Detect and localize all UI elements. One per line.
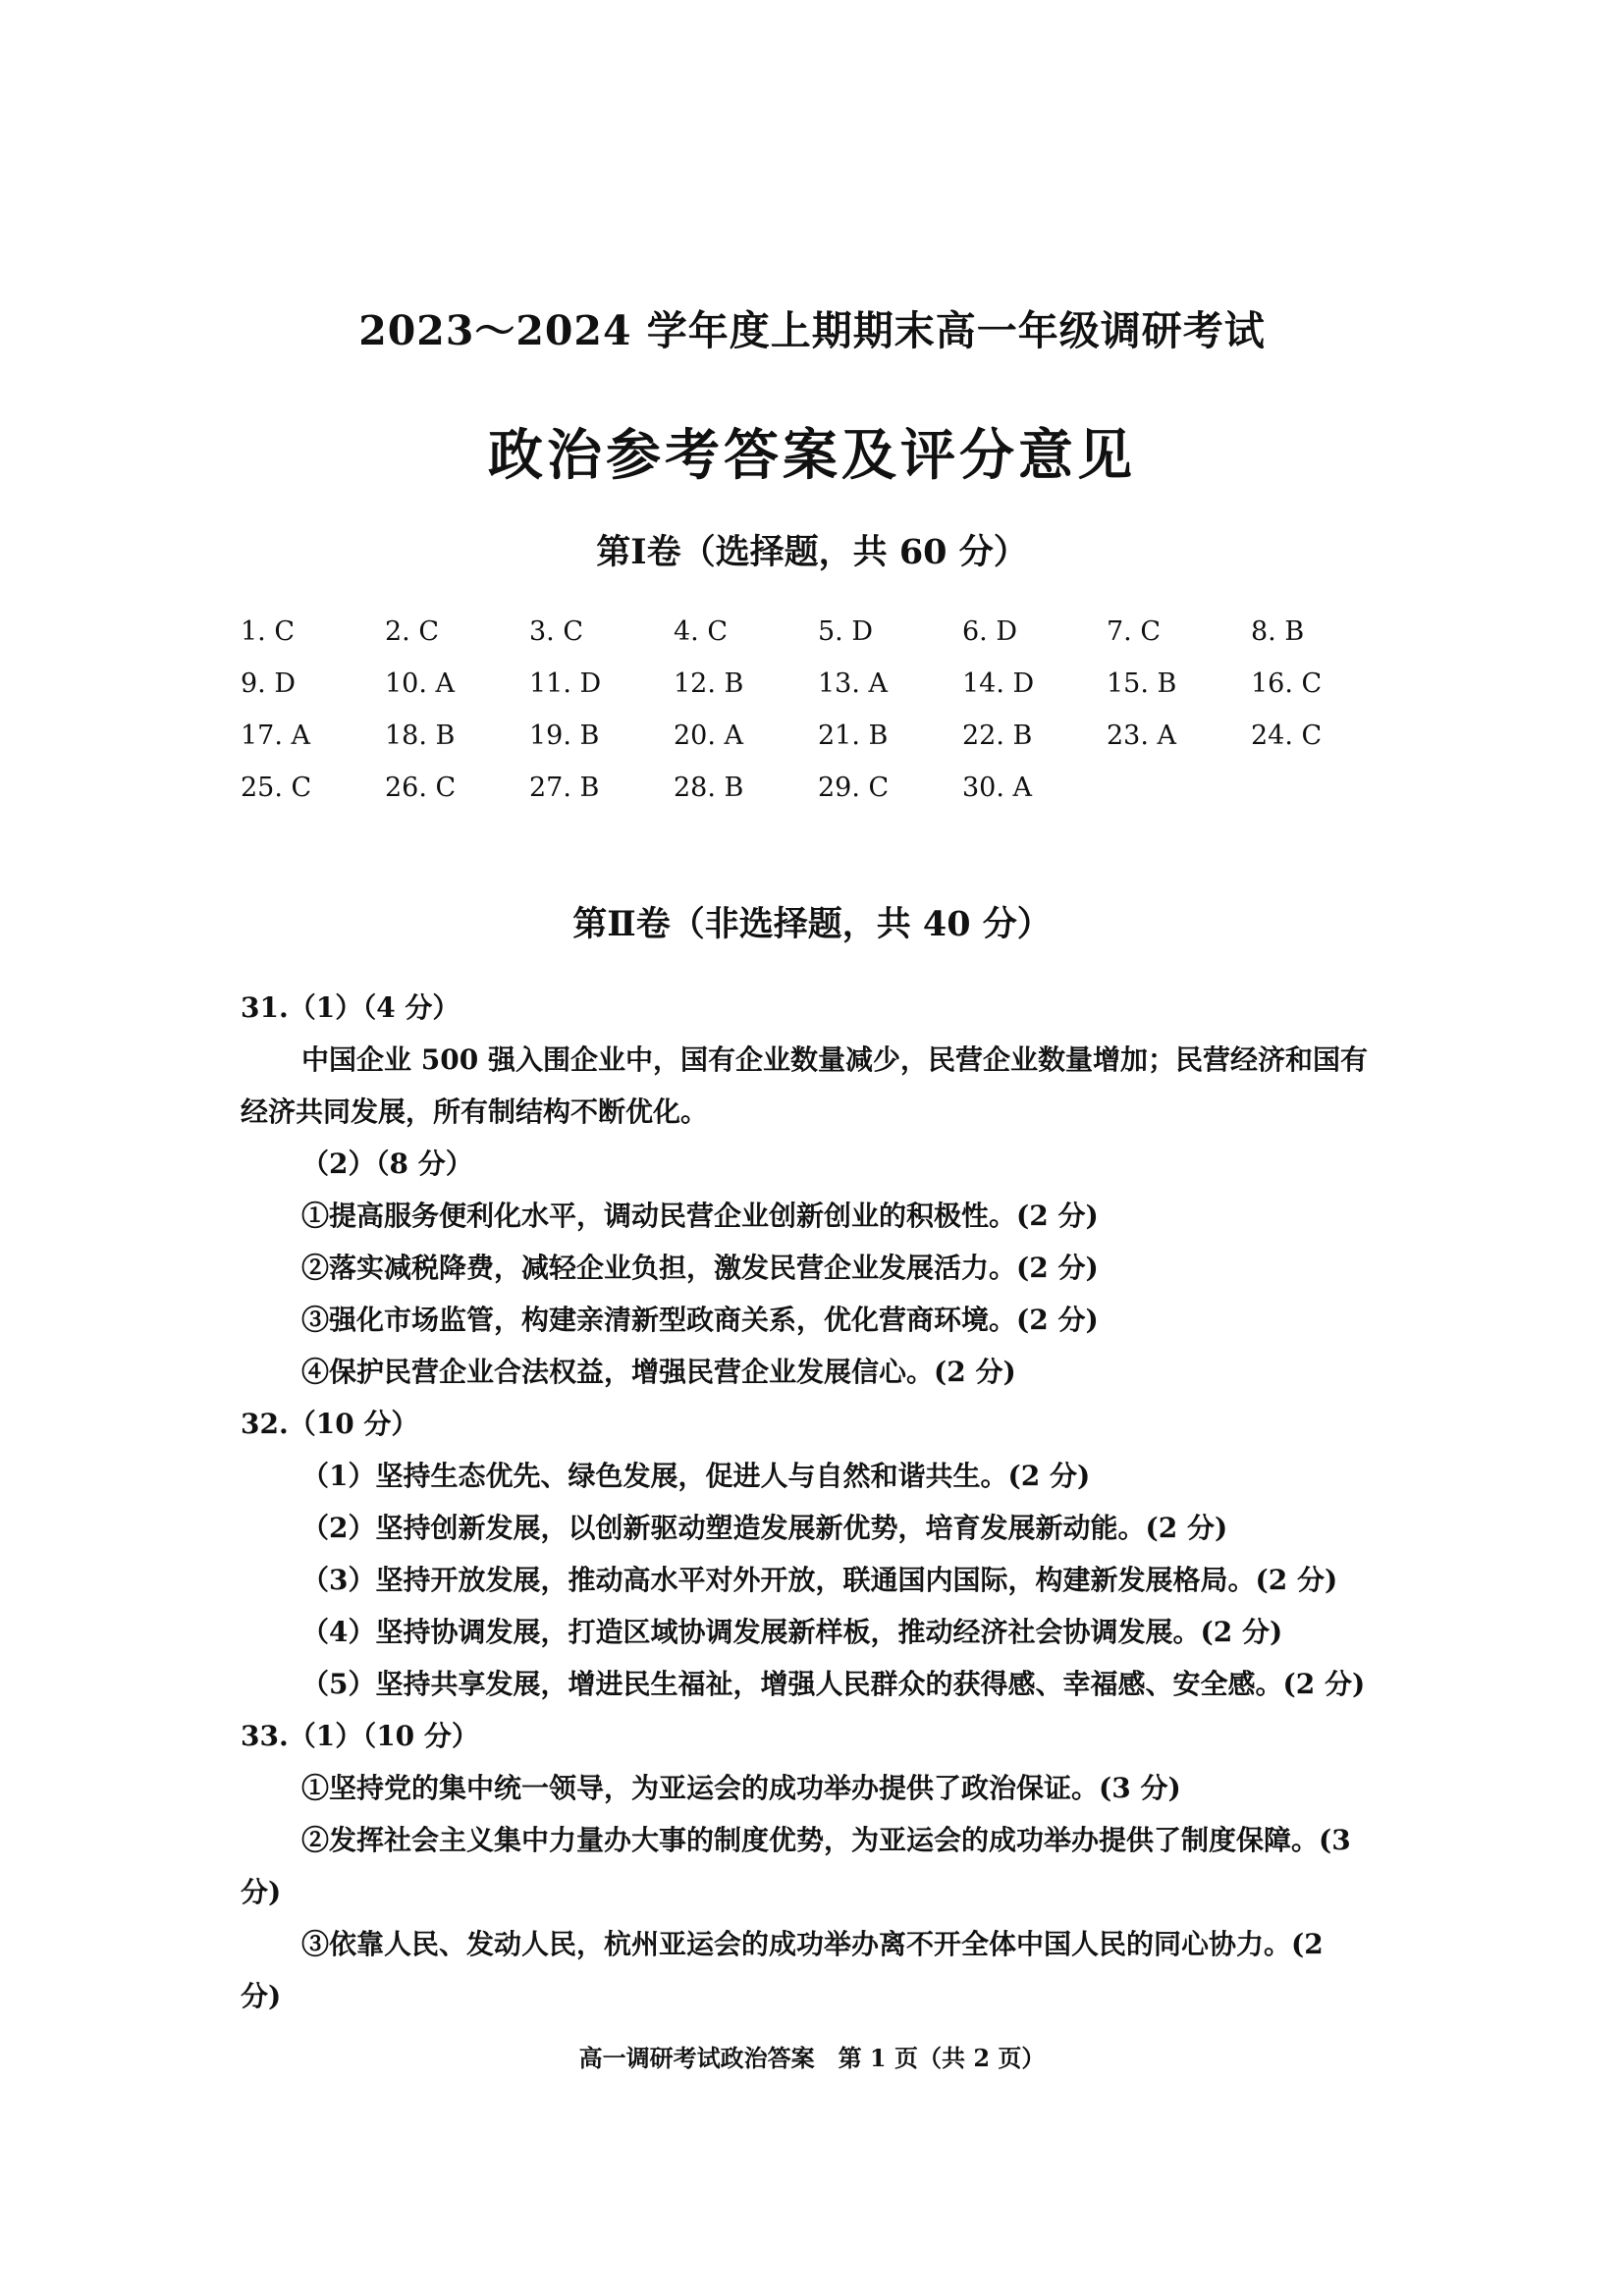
answer-item: 29. C — [818, 773, 890, 803]
answer-row — [241, 616, 1419, 668]
answer-item: 3. C — [529, 616, 584, 647]
answer-item: 7. C — [1107, 616, 1162, 647]
answer-item: 13. A — [818, 668, 889, 699]
question-32-point: （1）坚持生态优先、绿色发展，促进人与自然和谐共生。(2 分) — [301, 1460, 1091, 1492]
answer-row — [241, 721, 1419, 773]
answer-item: 4. C — [674, 616, 729, 647]
question-31-part2-label: （2）（8 分） — [301, 1148, 473, 1180]
answer-item: 10. A — [385, 668, 456, 699]
question-33-point-continued: 分) — [241, 1980, 282, 2012]
answer-item: 18. B — [385, 721, 456, 751]
document-title: 政治参考答案及评分意见 — [488, 423, 1136, 488]
answer-item: 26. C — [385, 773, 457, 803]
question-31-part1-text-continued: 经济共同发展，所有制结构不断优化。 — [241, 1095, 709, 1128]
question-31-point: ②落实减税降费，减轻企业负担，激发民营企业发展活力。(2 分) — [301, 1252, 1099, 1284]
question-33-label: 33.（1）（10 分） — [241, 1720, 479, 1752]
question-32-label: 32.（10 分） — [241, 1408, 419, 1440]
question-32-point: （2）坚持创新发展，以创新驱动塑造发展新优势，培育发展新动能。(2 分) — [301, 1512, 1228, 1544]
question-31-part1-label: 31.（1）（4 分） — [241, 991, 460, 1024]
question-33-point: ②发挥社会主义集中力量办大事的制度优势，为亚运会的成功举办提供了制度保障。(3 — [301, 1824, 1351, 1856]
question-32-point: （3）坚持开放发展，推动高水平对外开放，联通国内国际，构建新发展格局。(2 分) — [301, 1564, 1338, 1596]
answer-item: 24. C — [1251, 721, 1323, 751]
answer-item: 21. B — [818, 721, 889, 751]
answer-item: 20. A — [674, 721, 744, 751]
section1-heading: 第Ⅰ卷（选择题，共 60 分） — [596, 532, 1028, 572]
answer-item: 6. D — [962, 616, 1017, 647]
answer-item: 27. B — [529, 773, 600, 803]
answer-item: 14. D — [962, 668, 1035, 699]
exam-title: 2023～2024 学年度上期期末高一年级调研考试 — [358, 307, 1266, 354]
question-33-point: ③依靠人民、发动人民，杭州亚运会的成功举办离不开全体中国人民的同心协力。(2 — [301, 1928, 1324, 1960]
answer-item: 28. B — [674, 773, 744, 803]
answer-row — [241, 668, 1419, 721]
answer-item: 1. C — [241, 616, 296, 647]
page-footer: 高一调研考试政治答案 第 1 页（共 2 页） — [578, 2044, 1046, 2072]
question-33-point-continued: 分) — [241, 1876, 282, 1908]
answer-row — [241, 773, 1419, 825]
answer-item: 17. A — [241, 721, 311, 751]
answer-item: 22. B — [962, 721, 1033, 751]
constructed-response-answers — [241, 982, 1399, 2022]
answer-item: 5. D — [818, 616, 873, 647]
question-31-point: ④保护民营企业合法权益，增强民营企业发展信心。(2 分) — [301, 1356, 1016, 1388]
answer-item: 2. C — [385, 616, 440, 647]
answer-item: 30. A — [962, 773, 1033, 803]
question-31-part1-text: 中国企业 500 强入围企业中，国有企业数量减少，民营企业数量增加；民营经济和国有 — [301, 1043, 1368, 1076]
answer-item: 23. A — [1107, 721, 1177, 751]
question-32-point: （4）坚持协调发展，打造区域协调发展新样板，推动经济社会协调发展。(2 分) — [301, 1616, 1283, 1648]
question-32-point: （5）坚持共享发展，增进民生福祉，增强人民群众的获得感、幸福感、安全感。(2 分) — [301, 1668, 1366, 1700]
answer-item: 15. B — [1107, 668, 1177, 699]
answer-item: 16. C — [1251, 668, 1323, 699]
answer-item: 11. D — [529, 668, 602, 699]
question-31-point: ①提高服务便利化水平，调动民营企业创新创业的积极性。(2 分) — [301, 1200, 1099, 1232]
answer-item: 9. D — [241, 668, 296, 699]
multiple-choice-answers — [241, 616, 1419, 825]
section2-heading: 第Ⅱ卷（非选择题，共 40 分） — [572, 904, 1052, 944]
question-31-point: ③强化市场监管，构建亲清新型政商关系，优化营商环境。(2 分) — [301, 1304, 1099, 1336]
answer-item: 19. B — [529, 721, 600, 751]
question-33-point: ①坚持党的集中统一领导，为亚运会的成功举办提供了政治保证。(3 分) — [301, 1772, 1181, 1804]
answer-item: 25. C — [241, 773, 312, 803]
answer-item: 8. B — [1251, 616, 1305, 647]
answer-item: 12. B — [674, 668, 744, 699]
